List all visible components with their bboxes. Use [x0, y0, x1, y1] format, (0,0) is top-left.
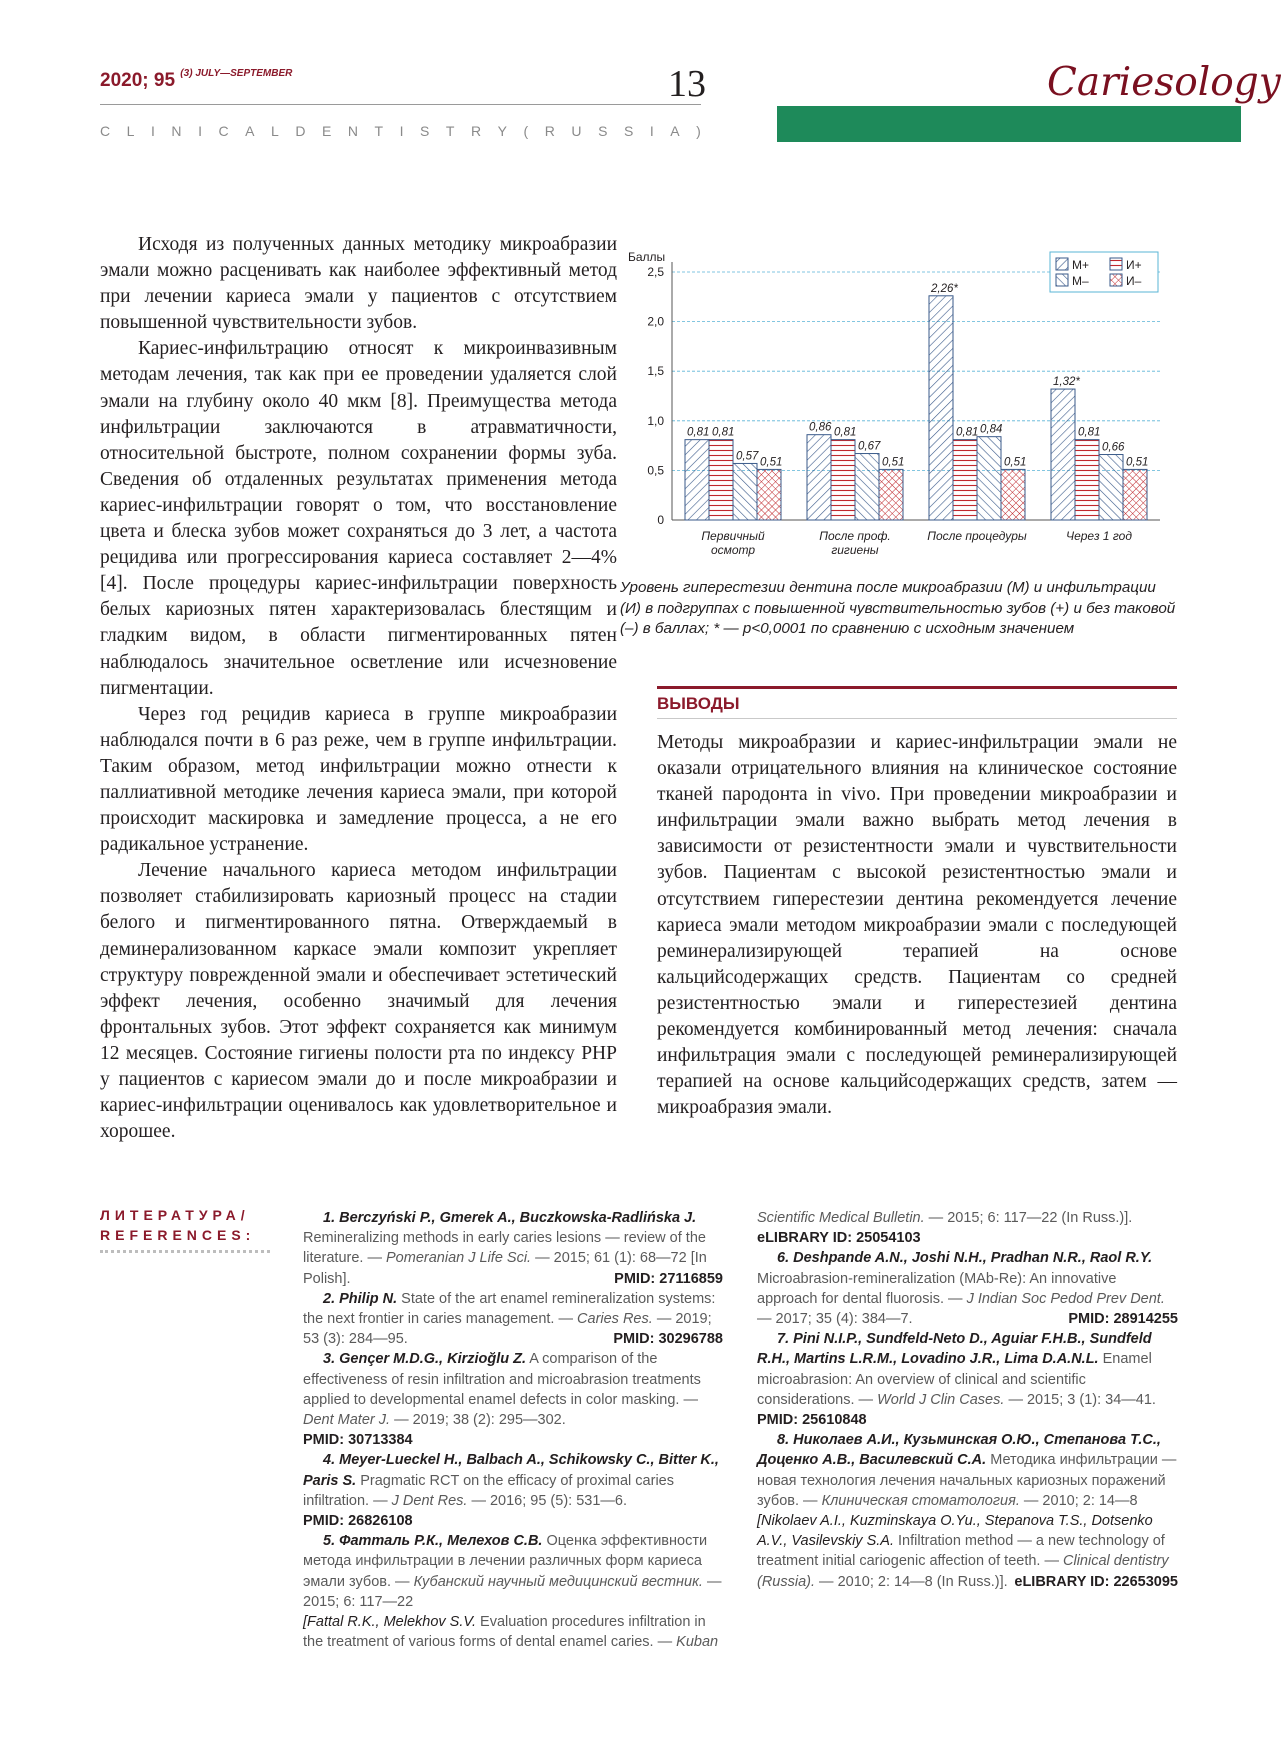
- reference-authors: [Fattal R.K., Melekhov S.V.: [303, 1614, 476, 1631]
- paragraph: Лечение начального кариеса методом инфильтрации позволяет стабилизировать кариозный процесс на стадии белого и пигментированного пятна. Отверждаемый в деминерализованном каркасе эмали композит укрепляет структуру поврежденной эмали и обеспечивает эстетический эффект лечения, особенно значимый для лечения фронтальных зубов. Этот эффект сохраняется как минимум 12 месяцев. Состояние гигиены полости рта по индексу PHP у пациентов с кариесом эмали до и после микроабразии и кариес-инфильтрации оценивалось как удовлетворительное и хорошее.: [100, 860, 617, 1143]
- y-tick-label: 0: [657, 513, 664, 527]
- data-label: 0,81: [1078, 426, 1101, 439]
- x-tick-label: Первичный: [701, 529, 765, 543]
- reference-details: — 2017; 35 (4): 384—7.: [757, 1311, 913, 1328]
- reference-journal: Кубанский научный медицинский вестник.: [413, 1573, 703, 1590]
- reference-details: — 2015; 6: 117—22: [303, 1573, 722, 1610]
- y-axis-label: Баллы: [628, 250, 666, 264]
- journal-letter: L: [271, 123, 279, 139]
- data-label: 0,51: [760, 456, 783, 469]
- data-label: 0,51: [1004, 456, 1027, 469]
- conclusions-column: [657, 730, 1177, 1121]
- reference-item: [757, 1248, 1178, 1329]
- x-tick-label: После проф.: [819, 529, 891, 543]
- reference-journal: Kuban: [676, 1634, 719, 1651]
- bar: [709, 440, 733, 520]
- journal-letter: S: [623, 123, 634, 139]
- data-label: 0,67: [858, 440, 881, 453]
- legend-label: И+: [1126, 258, 1142, 272]
- reference-journal: J Dent Res.: [391, 1492, 468, 1509]
- paragraph: Исходя из полученных данных методику микроабразии эмали можно расценивать как наиболее эффективный метод при лечении кариеса эмали у пациентов с отсутствием повышенной чувствительности зубов.: [100, 234, 617, 334]
- reference-authors: 4. Meyer-Lueckel H., Balbach A., Schikowsky C., Bitter K., Paris S.: [303, 1452, 719, 1489]
- reference-title: State of the art enamel remineralization systems: the next frontier in caries management. —: [303, 1290, 716, 1328]
- bar: [1123, 469, 1147, 520]
- bar: [685, 440, 709, 520]
- journal-letter: Y: [497, 123, 508, 139]
- reference-details: — 2019; 53 (3): 284—95.: [303, 1311, 712, 1348]
- reference-journal: Scientific Medical Bulletin.: [757, 1210, 925, 1226]
- reference-id: PMID: 30296788: [613, 1331, 723, 1348]
- reference-journal: World J Clin Cases.: [877, 1391, 1005, 1408]
- journal-letter: A: [245, 123, 255, 139]
- reference-journal: Dent Mater J.: [303, 1412, 391, 1429]
- bar: [831, 440, 855, 520]
- bar: [953, 440, 977, 520]
- data-label: 0,81: [712, 426, 735, 439]
- references-heading-ru: ЛИТЕРАТУРА/: [100, 1207, 250, 1223]
- references-heading-en: REFERENCES:: [100, 1227, 256, 1243]
- reference-id: eLIBRARY ID: 22653095: [1014, 1573, 1178, 1590]
- journal-letter: (: [523, 123, 529, 139]
- journal-name: [100, 123, 701, 139]
- figure-caption: Уровень гиперестезии дентина после микроабразии (М) и инфильтрации (И) в подгруппах с повышенной чувствительностью зубов (+) и без таковой (–) в баллах; * — p<0,0001 по сравнению с исходным значением: [620, 579, 1176, 637]
- paragraph: Кариес-инфильтрацию относят к микроинвазивным методам лечения, так как при ее проведении удаляется слой эмали на глубину около 40 мкм [8]. Преимущества метода инфильтрации заключаются в атравматичности, относительной быстроте, полном сохранении формы зуба. Сведения об отдаленных результатах применения метода кариес-инфильтрации говорят о том, что восстановление цвета и блеска зубов может сохраняться до 3 лет, а частота рецидива или прогрессирования кариеса составляет 2—4% [4]. После процедуры кариес-инфильтрации поверхность белых кариозных пятен характеризовалась блестящим и гладким видом, в области пигментированных пятен наблюдалось значительное осветление или исчезновение пигментации.: [100, 338, 617, 699]
- reference-item: [303, 1208, 723, 1289]
- reference-authors: 5. Фатталь Р.К., Мелехов С.В.: [323, 1533, 543, 1550]
- x-tick-label: гигиены: [831, 543, 879, 557]
- page-number: 13: [668, 63, 706, 105]
- journal-letter: ): [696, 123, 701, 139]
- reference-authors: 1. Berczyński P., Gmerek A., Buczkowska-Radlińska J.: [323, 1210, 697, 1226]
- section-rule-thin: [657, 718, 1177, 719]
- journal-letter: C: [218, 123, 229, 139]
- data-label: 2,26*: [931, 282, 958, 295]
- reference-item: [757, 1329, 1178, 1430]
- y-tick-label: 2,5: [647, 265, 664, 279]
- journal-letter: A: [670, 123, 680, 139]
- header-rule: [100, 104, 701, 105]
- reference-authors: 6. Deshpande A.N., Joshi N.H., Pradhan N.R., Raol R.Y.: [777, 1250, 1153, 1267]
- chart-svg: [620, 248, 1180, 578]
- legend-swatch: [1056, 274, 1068, 286]
- reference-details: — 2015; 3 (1): 34—41.: [1008, 1391, 1156, 1408]
- x-tick-label: осмотр: [710, 543, 756, 557]
- journal-letter: I: [198, 123, 202, 139]
- reference-authors: [Nikolaev A.I., Kuzminskaya O.Yu., Stepanova T.S., Dotsenko A.V., Vasilevskiy S.A.: [757, 1513, 1153, 1550]
- reference-id: PMID: 25610848: [757, 1412, 867, 1429]
- reference-item-translation: [303, 1612, 723, 1652]
- reference-title: Remineralizing methods in early caries lesions — review of the literature. —: [303, 1230, 706, 1267]
- issue-period: JULY—SEPTEMBER: [195, 68, 293, 79]
- journal-letter: D: [295, 123, 306, 139]
- bar: [977, 437, 1001, 520]
- reference-authors: 8. Николаев А.И., Кузьминская О.Ю., Степанова Т.С., Доценко А.В., Василевский С.А.: [757, 1432, 1161, 1469]
- journal-letter: S: [420, 123, 430, 139]
- reference-item: [303, 1450, 723, 1531]
- reference-authors: 2. Philip N.: [323, 1290, 398, 1307]
- reference-id: PMID: 27116859: [614, 1270, 723, 1287]
- journal-letter: I: [399, 123, 404, 139]
- journal-letter: I: [649, 123, 654, 139]
- legend-swatch: [1110, 274, 1122, 286]
- reference-details: — 2010; 2: 14—8: [1023, 1492, 1138, 1509]
- journal-letter: E: [322, 123, 332, 139]
- journal-letter: T: [374, 123, 384, 139]
- reference-id: PMID: 28914255: [1068, 1311, 1178, 1328]
- reference-details: — 2019; 38 (2): 295—302.: [394, 1412, 566, 1429]
- reference-title: Методика инфильтрации — новая технология лечения начальных кариозных поражений зубов. —: [757, 1452, 1177, 1509]
- journal-letter: L: [126, 123, 135, 139]
- x-tick-label: После процедуры: [927, 529, 1027, 543]
- journal-letter: C: [100, 123, 111, 139]
- reference-id: eLIBRARY ID: 25054103: [757, 1230, 921, 1247]
- data-label: 0,51: [1126, 456, 1149, 469]
- x-tick-label: Через 1 год: [1066, 529, 1132, 543]
- reference-journal: Pomeranian J Life Sci.: [386, 1250, 532, 1267]
- bar: [855, 454, 879, 520]
- bar: [1001, 469, 1025, 520]
- data-label: 0,66: [1102, 441, 1125, 454]
- references-left: [303, 1208, 723, 1652]
- journal-letter: R: [544, 123, 555, 139]
- bar: [929, 296, 953, 520]
- reference-title: Enamel microabrasion: An overview of clinical and scientific considerations. —: [757, 1351, 1152, 1408]
- journal-letter: T: [445, 123, 455, 139]
- hypersensitivity-chart: [620, 248, 1180, 578]
- legend-label: М–: [1072, 274, 1089, 288]
- reference-item-translation: [757, 1511, 1178, 1592]
- reference-details: — 2015; 6: 117—22 (In Russ.)].: [928, 1210, 1133, 1226]
- bar: [1075, 440, 1099, 520]
- data-label: 0,81: [834, 426, 857, 439]
- references-right: [757, 1208, 1178, 1592]
- bar: [1099, 455, 1123, 520]
- reference-details: — 2016; 95 (5): 531—6.: [471, 1492, 628, 1509]
- journal-letter: R: [471, 123, 482, 139]
- reference-authors: 7. Pini N.I.P., Sundfeld-Neto D., Aguiar F.H.B., Sundfeld R.H., Martins L.R.M., Lovadino J.R., Lima D.A.N.L.: [757, 1331, 1152, 1368]
- reference-journal: Клиническая стоматология.: [821, 1492, 1020, 1509]
- data-label: 0,81: [956, 426, 979, 439]
- conclusions-title: ВЫВОДЫ: [657, 694, 740, 713]
- reference-id: PMID: 30713384: [303, 1432, 413, 1449]
- reference-title: Microabrasion-remineralization (MAb-Re): An innovative approach for dental fluorosis. —: [757, 1270, 1117, 1307]
- reference-title: Evaluation procedures infiltration in the treatment of various forms of dental enamel caries. —: [303, 1614, 706, 1651]
- legend-label: М+: [1072, 258, 1090, 272]
- bar: [807, 435, 831, 520]
- bar: [879, 469, 903, 520]
- section-rule: [657, 686, 1177, 689]
- bar: [1051, 389, 1075, 520]
- reference-item: [303, 1531, 723, 1612]
- reference-item-continued: [757, 1208, 1178, 1248]
- data-label: 0,84: [980, 423, 1003, 436]
- paragraph: Через год рецидив кариеса в группе микроабразии наблюдался почти в 6 раз реже, чем в группе инфильтрации. Таким образом, метод инфильтрации можно отнести к паллиативной методике лечения кариеса эмали, при которой происходит маскировка и замедление процесса, а не его радикальное устранение.: [100, 703, 617, 856]
- bar: [733, 463, 757, 520]
- journal-letter: N: [347, 123, 358, 139]
- reference-details: — 2015; 61 (1): 68—72 [In Polish].: [303, 1250, 707, 1287]
- journal-letter: S: [598, 123, 608, 139]
- journal-letter: N: [171, 123, 182, 139]
- y-tick-label: 2,0: [647, 314, 664, 329]
- reference-item: [757, 1430, 1178, 1511]
- reference-journal: Caries Res.: [577, 1311, 653, 1328]
- y-tick-label: 0,5: [647, 463, 664, 478]
- reference-title: Infiltration method — a new technology of treatment initial cariogenic affection of teeth. —: [757, 1533, 1165, 1570]
- reference-journal: Clinical dentistry (Russia).: [757, 1553, 1169, 1590]
- section-color-bar: [777, 106, 1241, 142]
- references-heading: [100, 1205, 255, 1245]
- journal-letter: I: [150, 123, 155, 139]
- conclusions-text: Методы микроабразии и кариес-инфильтрации эмали не оказали отрицательного влияния на клиническое состояние тканей пародонта in vivo. При проведении микроабразии и инфильтрации эмали важно выбрать метод лечения в зависимости от резистентности эмали и чувствительности зубов. Пациентам с высокой резистентностью эмали и отсутствием гиперестезии дентина рекомендуется лечение кариеса эмали методом микроабразии эмали с последующей реминерализирующей терапией на основе кальцийсодержащих средств. Пациентам со средней резистентностью эмали и гиперестезией дентина рекомендуется комбинированный метод лечения: сначала инфильтрация эмали с последующей реминерализирующей терапией на основе кальцийсодержащих средств, затем — микроабразия эмали.: [657, 732, 1177, 1119]
- references-divider: [100, 1250, 270, 1253]
- legend-swatch: [1110, 258, 1122, 270]
- data-label: 0,57: [736, 450, 759, 463]
- reference-item: [303, 1349, 723, 1450]
- reference-authors: 3. Gençer M.D.G., Kirzioğlu Z.: [323, 1351, 527, 1368]
- reference-title: Оценка эффективности метода инфильтрации в лечении различных форм кариеса эмали зубов. —: [303, 1533, 708, 1590]
- legend-swatch: [1056, 258, 1068, 270]
- issue-number: 2020; 95: [100, 70, 176, 91]
- reference-details: — 2010; 2: 14—8 (In Russ.)].: [819, 1573, 1008, 1590]
- data-label: 1,32*: [1053, 376, 1080, 389]
- issue-info: [100, 70, 292, 92]
- issue-sup-number: (3): [180, 68, 193, 79]
- section-brand: Cariesology: [1047, 60, 1281, 105]
- bar: [757, 469, 781, 520]
- journal-letter: U: [571, 123, 582, 139]
- issue-sup: [180, 68, 292, 79]
- data-label: 0,81: [687, 426, 710, 439]
- left-column: [100, 232, 617, 1145]
- data-label: 0,86: [809, 421, 832, 434]
- y-tick-label: 1,0: [647, 413, 664, 428]
- data-label: 0,51: [882, 456, 905, 469]
- reference-item: [303, 1289, 723, 1350]
- reference-id: PMID: 26826108: [303, 1513, 413, 1530]
- y-tick-label: 1,5: [647, 364, 664, 379]
- reference-title: A comparison of the effectiveness of resin infiltration and microabrasion treatments applied to developmental enamel defects in color masking. —: [303, 1351, 701, 1408]
- reference-title: Pragmatic RCT on the efficacy of proximal caries infiltration. —: [303, 1472, 674, 1509]
- legend-label: И–: [1126, 274, 1142, 288]
- reference-journal: J Indian Soc Pedod Prev Dent.: [966, 1290, 1165, 1307]
